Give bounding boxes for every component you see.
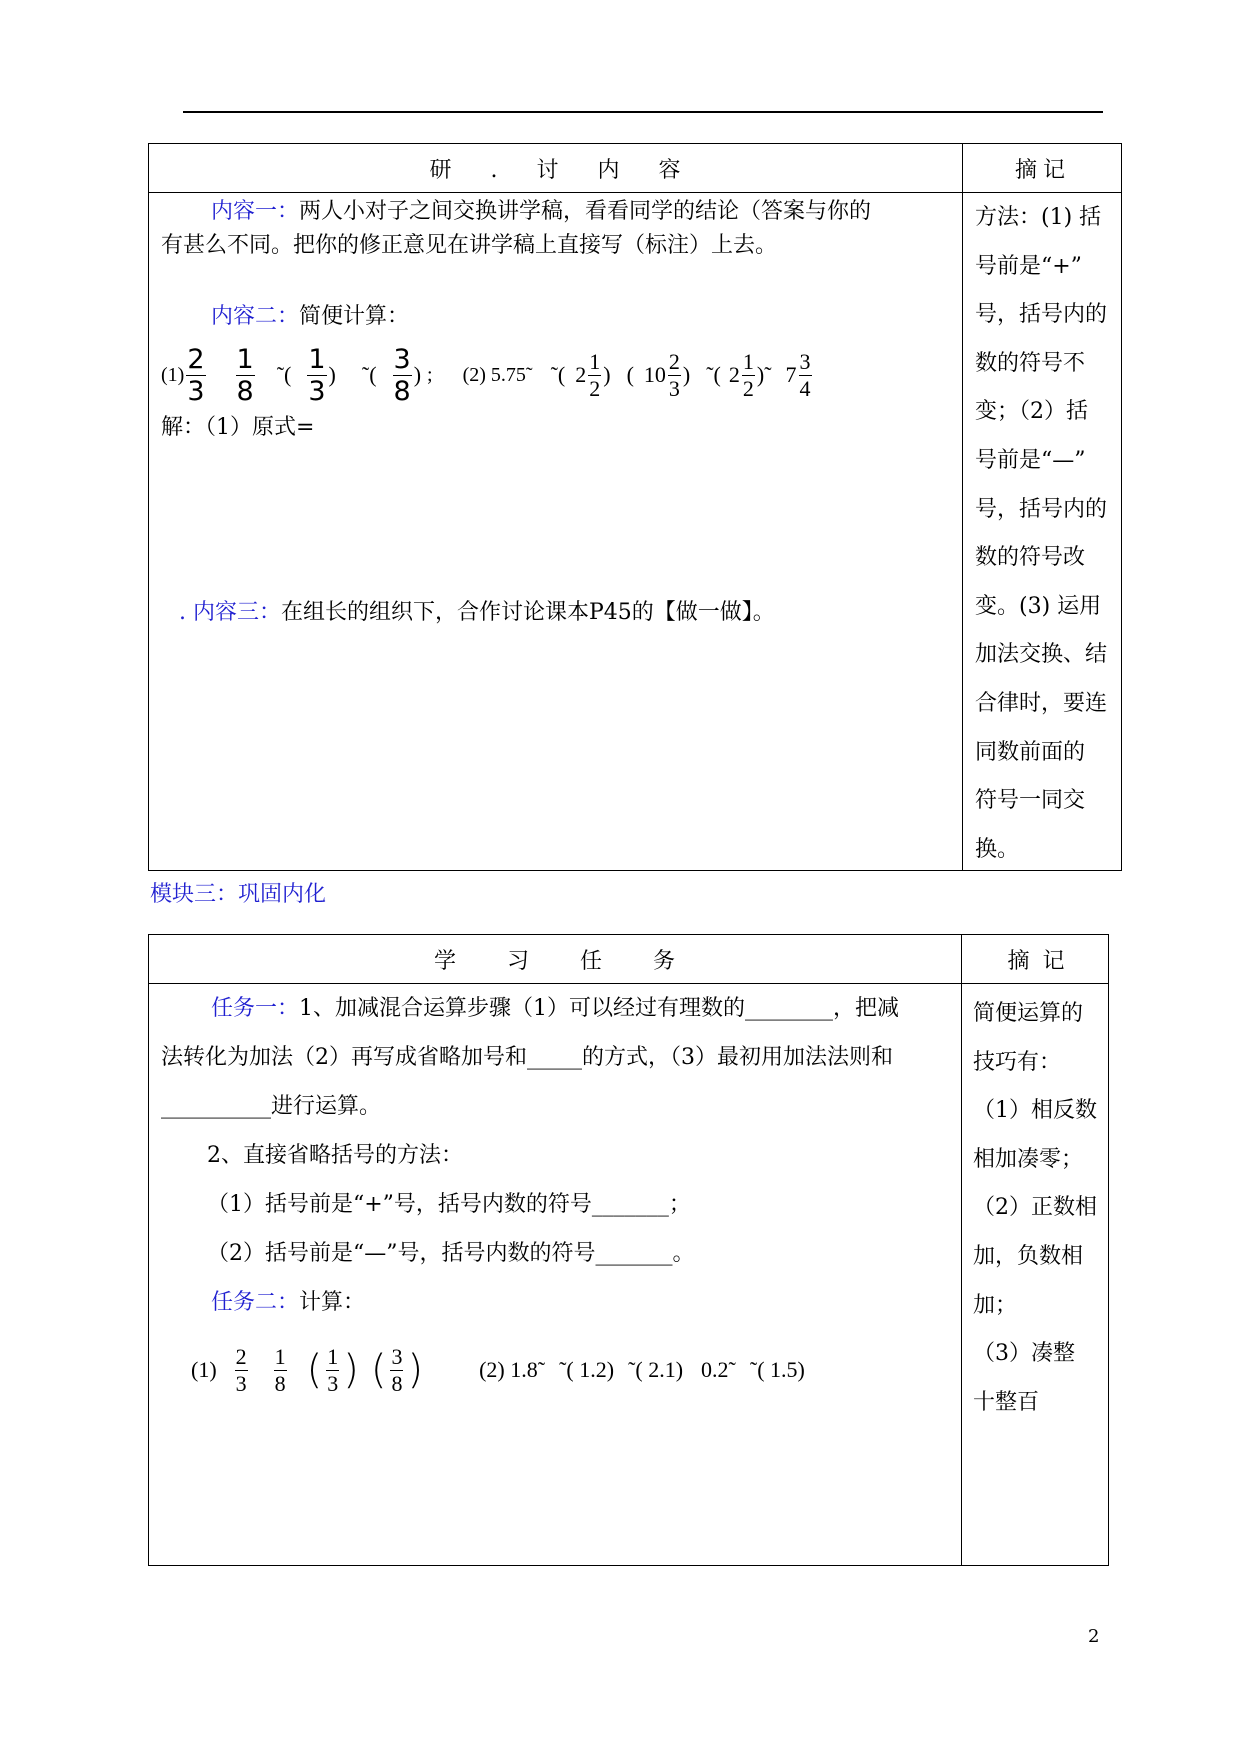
- note-line: 方法：(1) 括: [975, 205, 1102, 230]
- task1-item2b: （2）括号前是“—”号，括号内数的符号_______。: [207, 1241, 695, 1266]
- formula-2: (1) $\frac{2}{3}$ $\frac{1}{8}$ ( $\frac{1}{3}$ ) ( $\frac{3}{8}$ ) (2) 1.8˜ ˜( 1.2) ˜( 2.1) 0.2˜ ˜( 1.5): [191, 1343, 805, 1396]
- task-table: [148, 934, 1109, 1566]
- content2-label: 内容二：: [211, 304, 300, 329]
- note-line: 变；（2）括: [975, 399, 1088, 425]
- note-line: 加，负数相: [973, 1243, 1084, 1269]
- table-header: [149, 144, 1121, 193]
- task1-item2: 2、直接省略括号的方法：: [207, 1143, 463, 1168]
- notes-column: [973, 990, 1097, 1427]
- task1-label: 任务一：: [211, 996, 300, 1021]
- task1-item2a: （1）括号前是“+”号，括号内数的符号_______；: [207, 1192, 691, 1217]
- note-line: 简便运算的: [973, 1001, 1084, 1026]
- discussion-table: [148, 143, 1122, 871]
- header-learning-tasks: 学 习 任 务: [434, 948, 677, 974]
- header-rule: [183, 111, 1103, 113]
- note-line: 符号一同交: [975, 788, 1086, 814]
- note-line: 加法交换、结: [975, 642, 1108, 668]
- note-line: 号前是“—”: [975, 447, 1086, 473]
- note-line: 加；: [973, 1292, 1018, 1318]
- task2-label: 任务二：: [211, 1290, 300, 1315]
- note-line: （1）相反数: [973, 1098, 1097, 1124]
- note-line: 同数前面的: [975, 739, 1086, 765]
- formula-1: (1) $\frac{2}{3}$ $\frac{1}{8}$ ˜( $\frac{1}{3}$ ) ˜( $\frac{3}{8}$ ) ; (2) 5.75˜ ˜( 2 $\frac{1}{2}$ ) ( 10 $\frac{2}{3}$ ) ˜( 2 $\frac{1}{2}$ )˜ 7 $\frac{3}{4}$: [161, 343, 811, 407]
- note-line: 变。(3) 运用: [975, 593, 1102, 619]
- note-line: 数的符号改: [975, 545, 1086, 571]
- page-number: 2: [1088, 1626, 1100, 1647]
- content1-line2: 有甚么不同。把你的修正意见在讲学稿上直接写（标注）上去。: [161, 233, 778, 258]
- note-line: （3）凑整: [973, 1341, 1075, 1367]
- header-notes: 摘记: [1014, 157, 1071, 183]
- header-discussion-content: 研 . 讨 内 容: [429, 157, 683, 183]
- task1-line2: 法转化为加法（2）再写成省略加号和_____的方式，（3）最初用加法法则和: [161, 1045, 893, 1070]
- task1-line3: __________进行运算。: [161, 1094, 382, 1119]
- note-line: 号，括号内的: [975, 302, 1108, 328]
- content3-line: . 内容三：在组长的组织下，合作讨论课本P45的【做一做】。: [179, 600, 775, 625]
- column-divider: [961, 935, 962, 1565]
- header-notes: 摘 记: [1007, 948, 1065, 974]
- note-line: 十整百: [973, 1389, 1040, 1415]
- content3-label: . 内容三：: [179, 600, 281, 625]
- note-line: 号前是“+”: [975, 253, 1082, 279]
- task2-line: 任务二：计算：: [211, 1290, 366, 1315]
- note-line: 合律时，要连: [975, 690, 1108, 716]
- content1-line1: 内容一：两人小对子之间交换讲学稿，看看同学的结论（答案与你的: [211, 199, 872, 224]
- note-line: 换。: [975, 836, 1020, 862]
- notes-column: [975, 194, 1107, 874]
- column-divider: [962, 144, 963, 870]
- note-line: 数的符号不: [975, 350, 1086, 376]
- content2-line: 内容二：简便计算：: [211, 304, 410, 329]
- solution-line: 解：（1）原式=: [161, 415, 315, 440]
- note-line: （2）正数相: [973, 1195, 1097, 1221]
- table-header: [149, 935, 1108, 984]
- content1-label: 内容一：: [211, 199, 300, 224]
- module3-title: 模块三：巩固内化: [150, 882, 327, 907]
- task1-line1: 任务一：1、加减混合运算步骤（1）可以经过有理数的________，把减: [211, 996, 900, 1021]
- note-line: 技巧有：: [973, 1049, 1062, 1075]
- note-line: 号，括号内的: [975, 496, 1108, 522]
- note-line: 相加凑零；: [973, 1146, 1084, 1172]
